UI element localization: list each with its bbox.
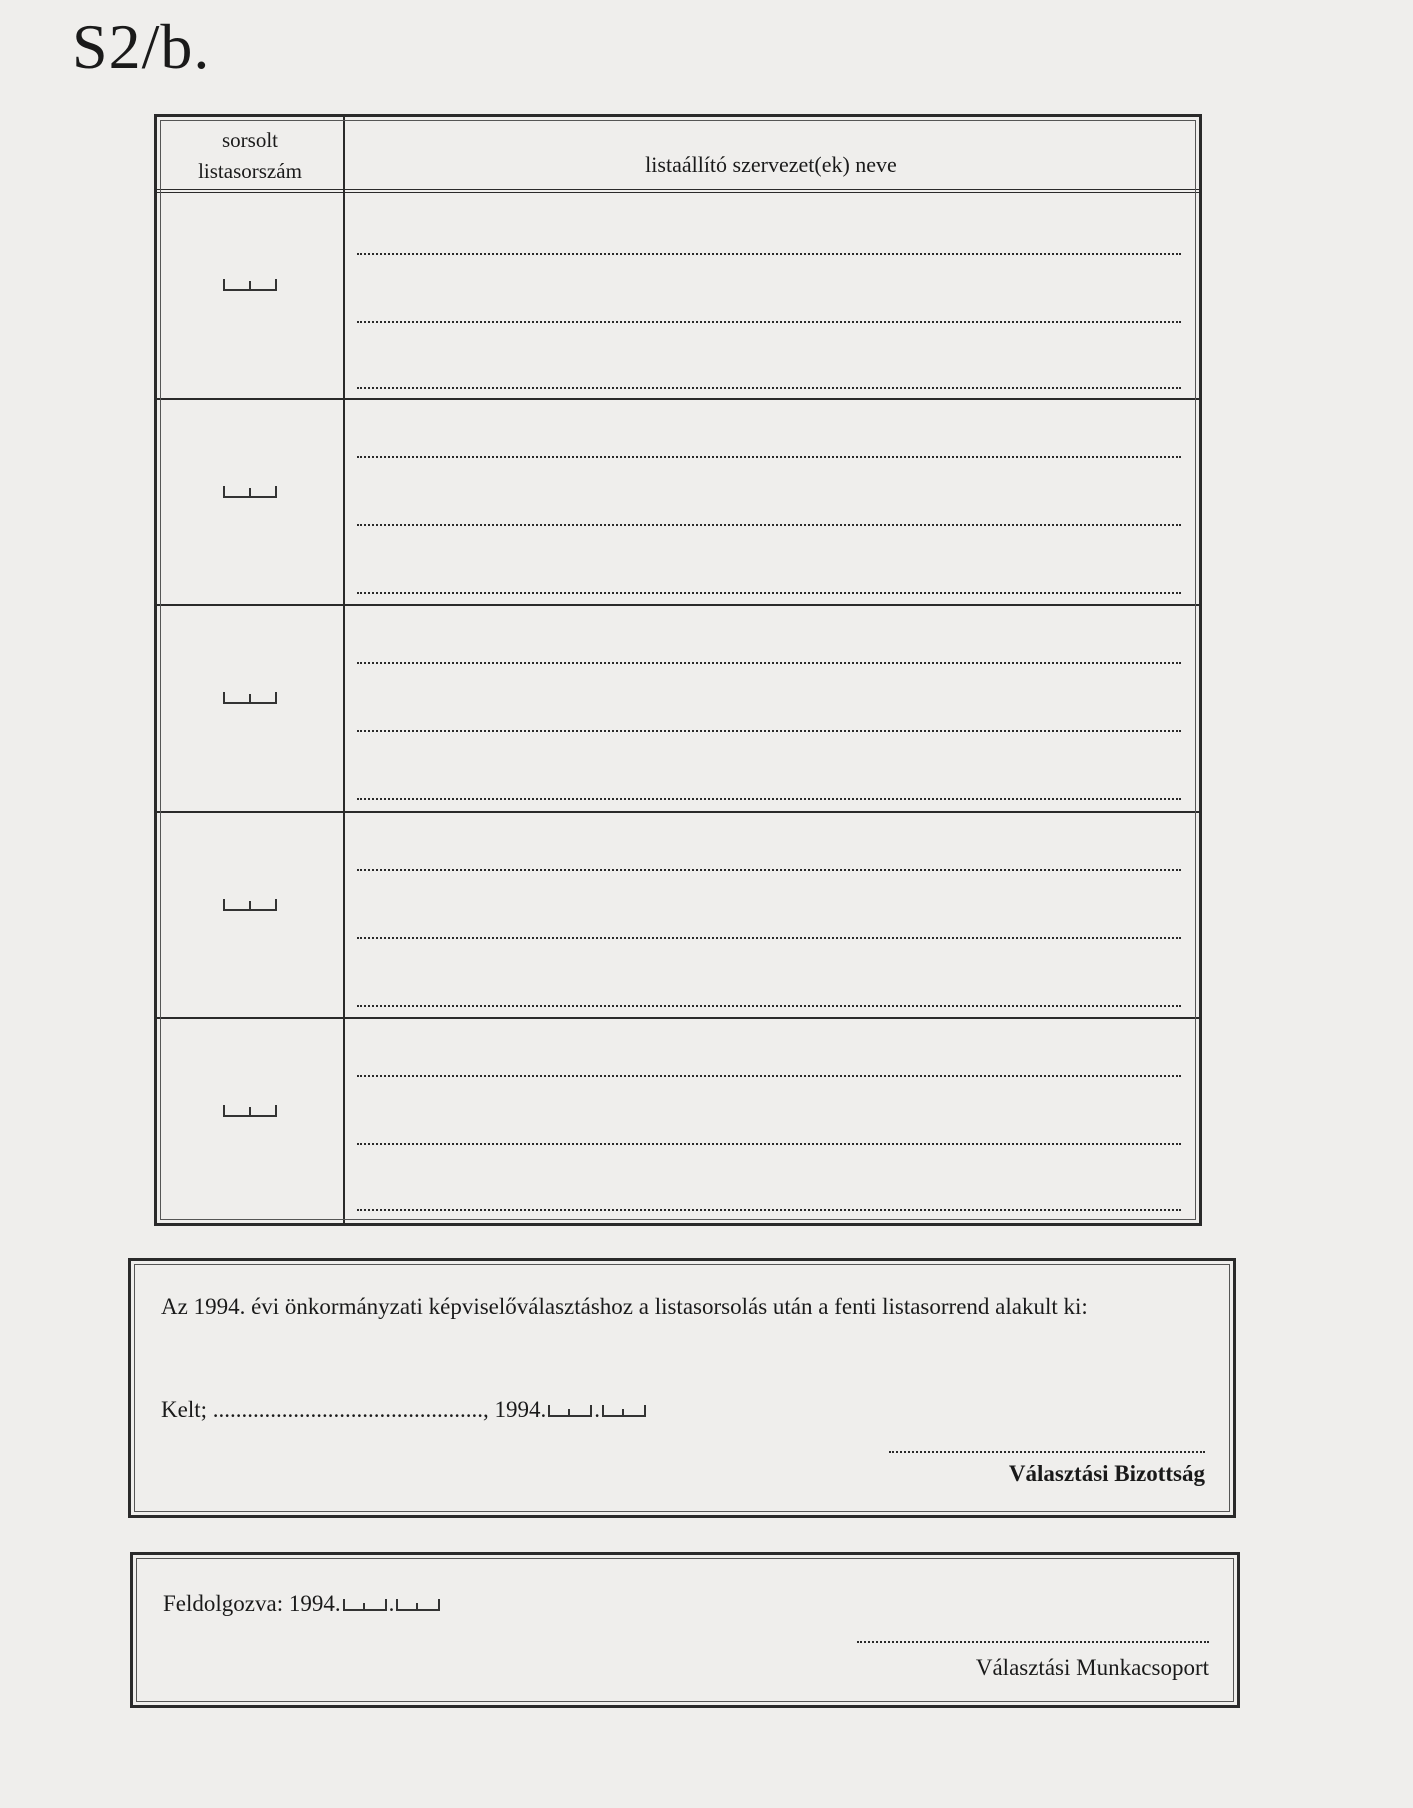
- form-code: S2/b.: [72, 11, 211, 82]
- header-list-number: [157, 117, 343, 189]
- name-line[interactable]: [357, 730, 1181, 732]
- name-line[interactable]: [357, 1209, 1181, 1211]
- name-line[interactable]: [357, 937, 1181, 939]
- name-line[interactable]: [357, 1005, 1181, 1007]
- header-line-1: sorsolt: [221, 128, 278, 152]
- year-label: 1994.: [494, 1397, 547, 1422]
- table-header: [157, 117, 1199, 193]
- list-number-field[interactable]: [223, 692, 277, 704]
- name-line[interactable]: [357, 592, 1181, 594]
- name-line[interactable]: [357, 1075, 1181, 1077]
- name-line[interactable]: [357, 524, 1181, 526]
- table-row: [157, 813, 1199, 1020]
- list-number-field[interactable]: [223, 899, 277, 911]
- signature-label: Választási Bizottság: [1008, 1461, 1205, 1486]
- list-number-field[interactable]: [223, 486, 277, 498]
- date-place-line: Kelt; ..............................................., 1994. .: [161, 1397, 648, 1423]
- header-organization-name: listaállító szervezet(ek) neve: [645, 152, 897, 177]
- result-box: [128, 1258, 1236, 1518]
- name-line[interactable]: [357, 253, 1181, 255]
- name-line[interactable]: [357, 798, 1181, 800]
- header-line-2: listasorszám: [198, 159, 302, 183]
- name-line[interactable]: [357, 321, 1181, 323]
- kelt-label: Kelt;: [161, 1397, 207, 1422]
- month-field[interactable]: [548, 1405, 592, 1417]
- table-row: [157, 400, 1199, 607]
- processing-signature-label: Választási Munkacsoport: [975, 1655, 1209, 1680]
- table-row: [157, 1019, 1199, 1226]
- processed-month-field[interactable]: [343, 1599, 387, 1611]
- table-row: [157, 606, 1199, 813]
- list-table: [154, 114, 1202, 1226]
- place-field[interactable]: ...............................................,: [212, 1397, 489, 1422]
- result-statement: Az 1994. évi önkormányzati képviselőválasztáshoz a listasorsolás után a fenti listasorrend alakult ki:: [161, 1294, 1088, 1319]
- name-line[interactable]: [357, 662, 1181, 664]
- name-line[interactable]: [357, 1143, 1181, 1145]
- processed-year: 1994.: [288, 1591, 341, 1616]
- processing-box: [130, 1552, 1240, 1708]
- list-number-field[interactable]: [223, 279, 277, 291]
- name-line[interactable]: [357, 456, 1181, 458]
- processed-line: Feldolgozva: 1994. .: [163, 1591, 442, 1617]
- processed-label: Feldolgozva:: [163, 1591, 284, 1616]
- processing-signature-line[interactable]: [857, 1641, 1209, 1643]
- signature-line[interactable]: [889, 1451, 1205, 1453]
- processed-day-field[interactable]: [396, 1599, 440, 1611]
- name-line[interactable]: [357, 869, 1181, 871]
- list-number-field[interactable]: [223, 1105, 277, 1117]
- table-rows: [157, 193, 1199, 1223]
- table-row: [157, 193, 1199, 400]
- name-line[interactable]: [357, 387, 1181, 389]
- day-field[interactable]: [602, 1405, 646, 1417]
